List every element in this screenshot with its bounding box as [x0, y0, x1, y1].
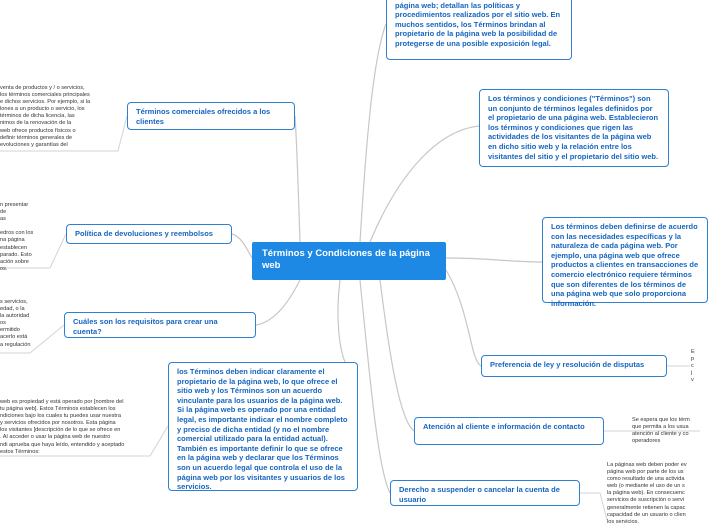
topic-owner[interactable]	[168, 362, 358, 491]
central-topic[interactable]	[252, 242, 446, 280]
topic-law-label: Preferencia de ley y resolución de disputas	[490, 360, 645, 369]
note-suspend: La páginas web deben poder ev página web por parte de los us como resultado de una activida web (o mediante el uso de un s la página web). En consecuenc servicios de suscripción o servi generalmente retienen la capac capacidad de un usuario o clien los servicios.	[607, 462, 687, 525]
topic-account-label: Cuáles son los requisitos para crear una cuenta?	[73, 317, 218, 336]
topic-returns[interactable]	[66, 224, 232, 244]
note-account: s servicios, edad, o la la autoridad os ermitido acerlo está a regulación	[0, 299, 31, 348]
connector-definition	[370, 126, 479, 242]
connector-support	[380, 280, 414, 431]
connector-law	[446, 270, 481, 366]
connector-needs	[446, 258, 542, 262]
topic-definition[interactable]	[479, 89, 669, 167]
topic-needs-label: Los términos deben definirse de acuerdo con las necesidades específicas y la naturaleza de cada página web. Por ejemplo, una página web que ofrece productos a clientes en transacciones de comercio electrónico requiere términos que son diferentes de los términos de una página web que solo proporciona información.	[551, 222, 699, 308]
connector-owner	[338, 280, 345, 362]
topic-suspend[interactable]	[390, 480, 580, 506]
topic-owner-label: los Términos deben indicar claramente el propietario de la página web, lo que ofrece el sitio web y los Términos son un acuerdo vinculante para los usuarios de la página web. Si la página web es operado por una entidad legal, es importante indicar el nombre completo y preciso de dicha entidad (y no el nombre comercial utilizado para la entidad actual). También es importante definir lo que se ofrece en la página web y declarar que los Términos son un acuerdo legal que controla el uso de la página web por los visitantes y usuarios de los servicios.	[177, 367, 348, 492]
connector-returns	[232, 234, 252, 258]
topic-suspend-label: Derecho a suspender o cancelar la cuenta de usuario	[399, 485, 560, 504]
connector-intro	[360, 24, 386, 242]
note-returns: n presentar de as edros con los na página establecen parado. Esto ación sobre os.	[0, 202, 34, 272]
topic-intro[interactable]	[386, 0, 572, 60]
central-topic-label: Términos y Condiciones de la página web	[262, 248, 430, 271]
note-law: E p c j v	[691, 349, 695, 384]
connector-account	[256, 280, 300, 325]
connector-suspend	[360, 280, 390, 493]
topic-law[interactable]	[481, 355, 667, 377]
topic-commercial-label: Términos comerciales ofrecidos a los clientes	[136, 107, 271, 126]
topic-intro-label: página web; detallan las políticas y procedimientos realizados por el sitio web. En muchos sentidos, los Términos brindan al propietario de la página web la posibilidad de protegerse de una posible exposición legal.	[395, 0, 561, 48]
topic-definition-label: Los términos y condiciones ("Términos") son un conjunto de términos legales definidos por el propietario de una página web. Establecieron los términos y condiciones que rigen las actividades de los visitantes de la página web en dicho sitio web y la relación entre los visitantes del sitio y el propietario del sitio web.	[488, 94, 659, 161]
note-commercial: venta de productos y / o servicios, los términos comerciales principales e dichos servicios. Por ejemplo, si la lones a un producto o servicio, los términos de dicha licencia, las nimos de la renovación de la web ofrece productos físicos o definir términos generales de evoluciones y garantías del	[0, 85, 91, 148]
topic-support-label: Atención al cliente e información de contacto	[423, 422, 585, 431]
topic-returns-label: Política de devoluciones y reembolsos	[75, 229, 213, 238]
topic-commercial[interactable]	[127, 102, 295, 130]
topic-account[interactable]	[64, 312, 256, 338]
note-support: Se espera que los térm que permita a los usua atención al cliente y co operadores	[632, 417, 690, 445]
note-underline-suspend	[580, 493, 607, 520]
connector-commercial	[295, 116, 300, 242]
note-owner: web es propiedad y está operado por [nombre del tu página web]. Estos Términos establecen los ndiciones bajo los cuales tu puedes usar nuestra y servicios ofrecidos por nosotros. Esta página los visitantes [descripción de lo que se ofrece en . Al acceder o usar la página web de nuestro ndi aprueba que haya leído, entendido y aceptado estos Términos:	[0, 399, 125, 455]
topic-support[interactable]	[414, 417, 604, 445]
topic-needs[interactable]	[542, 217, 708, 308]
